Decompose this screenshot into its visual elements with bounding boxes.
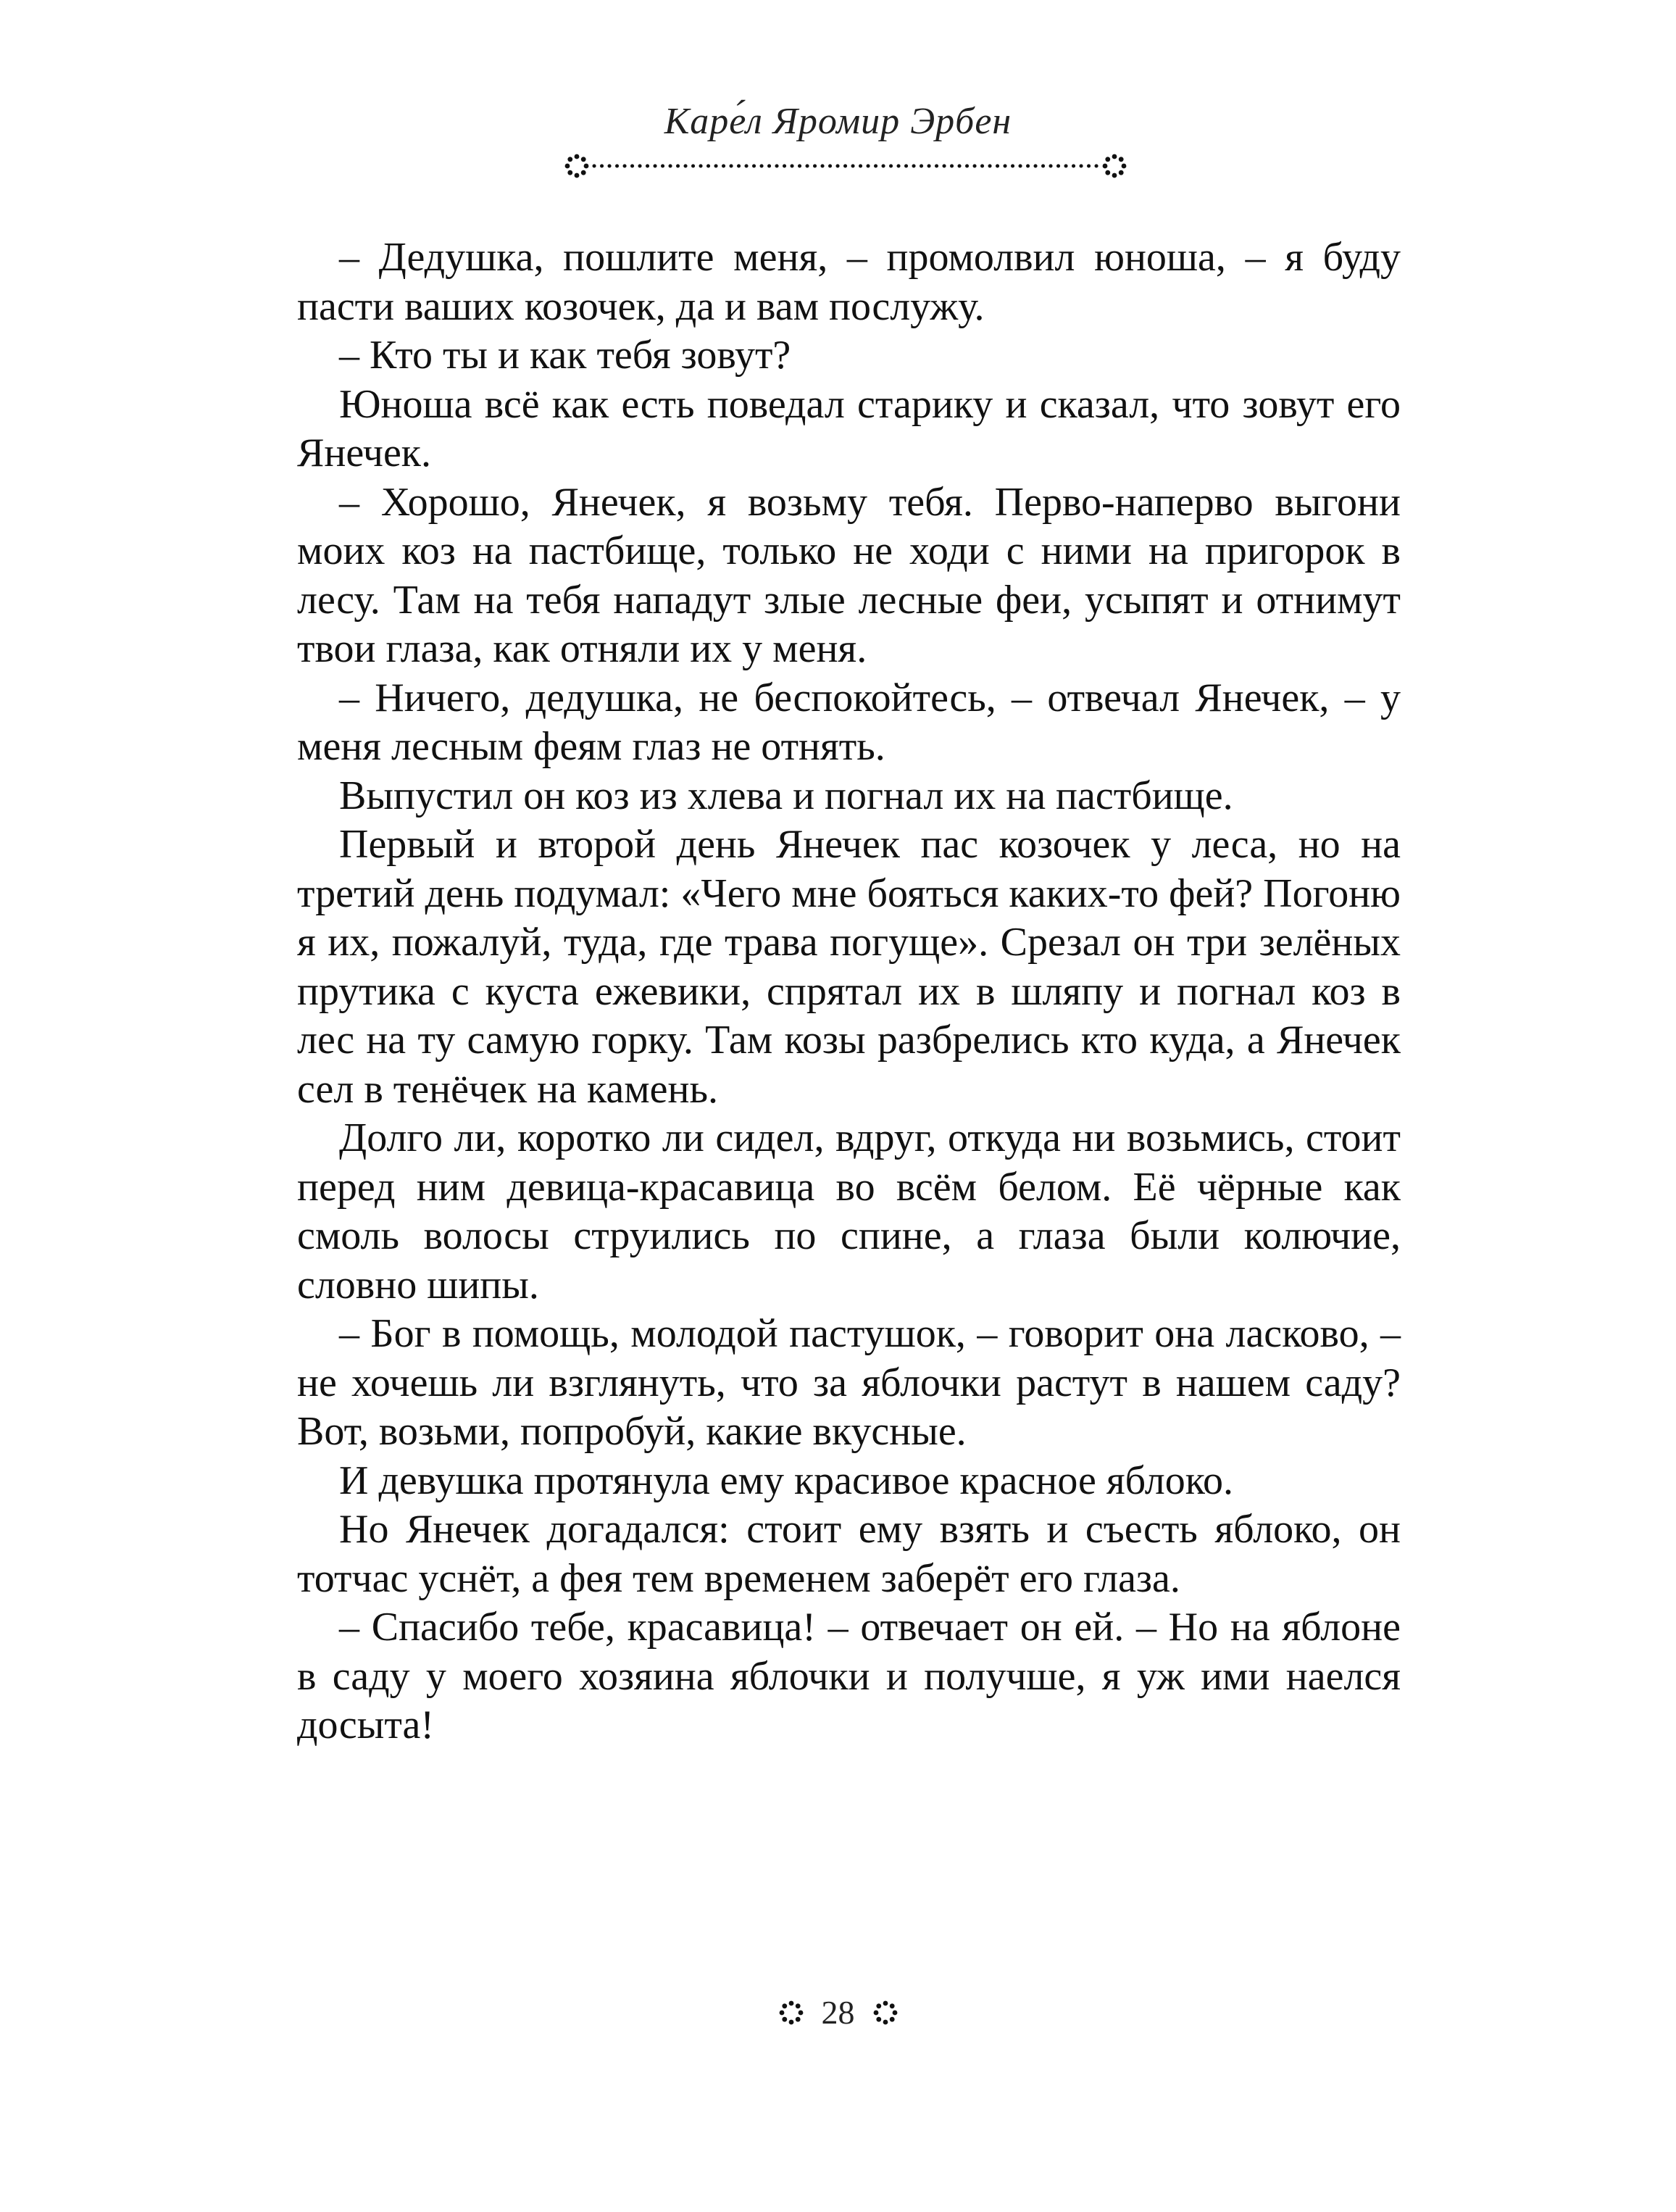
paragraph: – Хорошо, Янечек, я возьму тебя. Перво-наперво выгони моих коз на пастбище, только не ходи с ними на пригорок в лесу. Там на тебя нападут злые лесные феи, усыпят и отнимут твои глаза, как отняли их у меня. bbox=[297, 479, 1401, 671]
flower-ornament-right-icon bbox=[1103, 154, 1127, 178]
paragraph: Но Янечек догадался: стоит ему взять и съесть яблоко, он тотчас уснёт, а фея тем временем заберёт его глаза. bbox=[297, 1507, 1401, 1601]
paragraph: Первый и второй день Янечек пас козочек у леса, но на третий день подумал: «Чего мне бояться каких-то фей? Погоню я их, пожалуй, туда, где трава погуще». Срезал он три зелёных прутика с куста ежевики, спрятал их в шляпу и погнал коз в лес на ту самую горку. Там козы разбрелись кто куда, а Янечек сел в тенёчек на камень. bbox=[297, 822, 1401, 1112]
paragraph: – Спасибо тебе, красавица! – отвечает он ей. – Но на яблоне в саду у моего хозяина яблочки и получше, я уж ими наелся досыта! bbox=[297, 1605, 1401, 1747]
paragraph: Выпустил он коз из хлева и погнал их на пастбище. bbox=[339, 773, 1233, 818]
flower-ornament-icon bbox=[871, 1998, 900, 2027]
paragraph: Долго ли, коротко ли сидел, вдруг, откуда ни возьмись, стоит перед ним девица-красавица во всём белом. Её чёрные как смоль волосы струились по спине, а глаза были колючие, словно шипы. bbox=[297, 1115, 1401, 1307]
paragraph: И девушка протянула ему красивое красное яблоко. bbox=[339, 1458, 1234, 1503]
page-body-text bbox=[297, 233, 1401, 1750]
page-folio bbox=[0, 1996, 1676, 2029]
paragraph: Юноша всё как есть поведал старику и сказал, что зовут его Янечек. bbox=[297, 381, 1401, 475]
paragraph: – Дедушка, пошлите меня, – промолвил юноша, – я буду пасти ваших козочек, да и вам послужу. bbox=[297, 235, 1401, 329]
paragraph: – Кто ты и как тебя зовут? bbox=[339, 333, 791, 378]
dotted-ornament-rule bbox=[559, 149, 1132, 183]
paragraph: – Бог в помощь, молодой пастушок, – говорит она ласково, – не хочешь ли взглянуть, что за яблочки растут в нашем саду? Вот, возьми, попробуй, какие вкусные. bbox=[297, 1311, 1401, 1454]
flower-ornament-icon bbox=[777, 1998, 806, 2027]
running-header-author: Каре́л Яромир Эрбен bbox=[664, 101, 1012, 142]
paragraph: – Ничего, дедушка, не беспокойтесь, – отвечал Янечек, – у меня лесным феям глаз не отнять. bbox=[297, 675, 1401, 769]
page-number: 28 bbox=[821, 1994, 855, 2031]
flower-ornament-left-icon bbox=[565, 154, 589, 178]
